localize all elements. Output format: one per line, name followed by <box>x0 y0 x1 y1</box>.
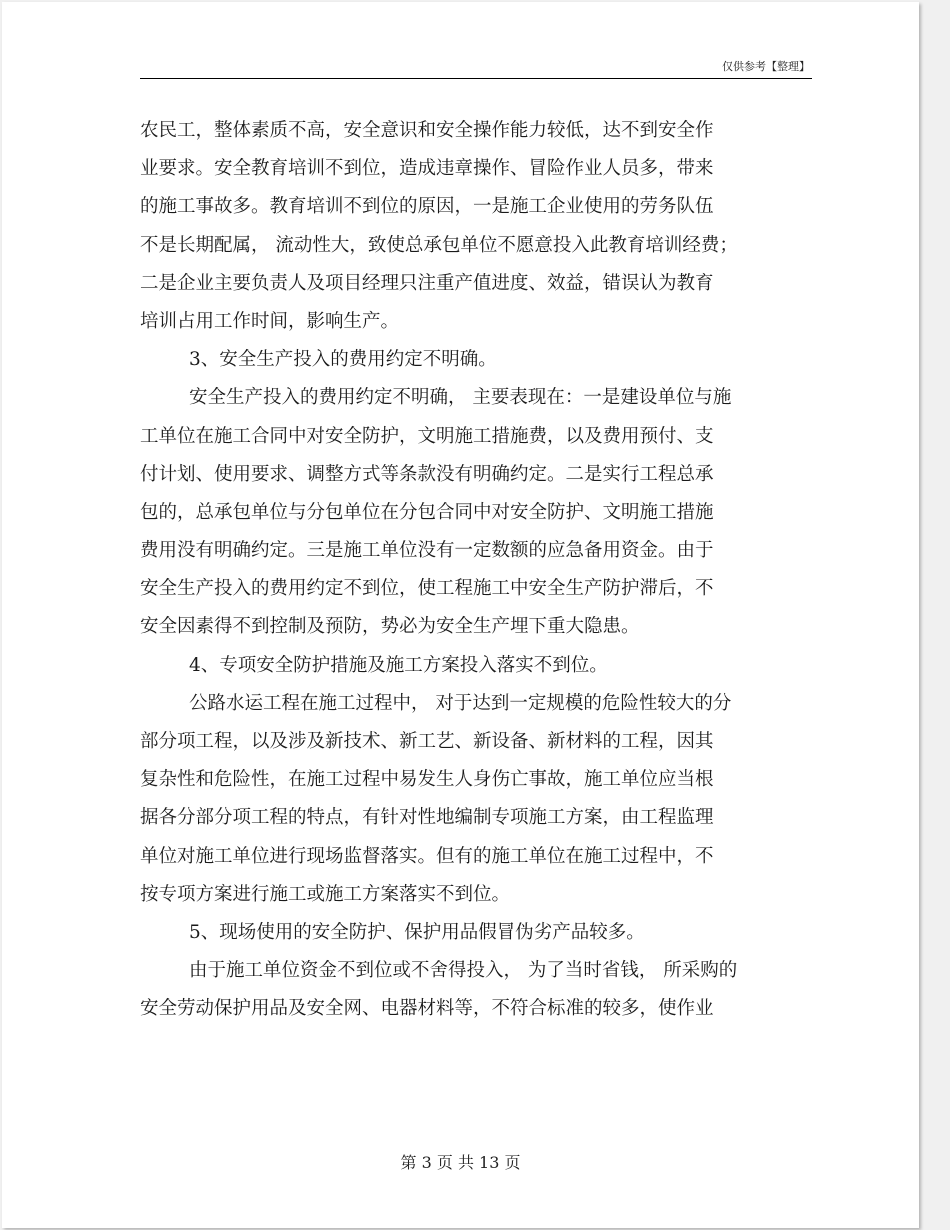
text-line: 安全劳动保护用品及安全网、电器材料等，不符合标准的较多，使作业 <box>140 998 714 1020</box>
text-line: 单位对施工单位进行现场监督落实。但有的施工单位在施工过程中，不 <box>140 845 714 867</box>
text-line: 安全因素得不到控制及预防，势必为安全生产埋下重大隐患。 <box>140 616 640 638</box>
text-line: 公路水运工程在施工过程中， 对于达到一定规模的危险性较大的分 <box>189 692 732 714</box>
section-heading: 5、现场使用的安全防护、保护用品假冒伪劣产品较多。 <box>189 921 645 943</box>
document-body <box>140 112 820 1029</box>
document-page <box>2 2 919 1228</box>
text-line: 培训占用工作时间，影响生产。 <box>140 310 400 332</box>
text-line: 工单位在施工合同中对安全防护，文明施工措施费，以及费用预付、支 <box>140 425 714 447</box>
text-line: 复杂性和危险性，在施工过程中易发生人身伤亡事故，施工单位应当根 <box>140 769 714 791</box>
text-line: 的施工事故多。教育培训不到位的原因，一是施工企业使用的劳务队伍 <box>140 196 714 218</box>
text-line: 费用没有明确约定。三是施工单位没有一定数额的应急备用资金。由于 <box>140 540 714 562</box>
text-line: 由于施工单位资金不到位或不舍得投入， 为了当时省钱， 所采购的 <box>189 960 738 982</box>
section-heading: 3、安全生产投入的费用约定不明确。 <box>189 349 497 371</box>
text-line: 按专项方案进行施工或施工方案落实不到位。 <box>140 883 511 905</box>
text-line: 安全生产投入的费用约定不到位，使工程施工中安全生产防护滞后，不 <box>140 578 714 600</box>
text-line: 二是企业主要负责人及项目经理只注重产值进度、效益，错误认为教育 <box>140 272 714 294</box>
text-line: 付计划、使用要求、调整方式等条款没有明确约定。二是实行工程总承 <box>140 463 714 485</box>
text-line: 包的，总承包单位与分包单位在分包合同中对安全防护、文明施工措施 <box>140 501 714 523</box>
text-line: 安全生产投入的费用约定不明确， 主要表现在：一是建设单位与施 <box>189 387 732 409</box>
page-footer: 第 3 页 共 13 页 <box>400 1153 521 1172</box>
section-heading: 4、专项安全防护措施及施工方案投入落实不到位。 <box>189 654 608 676</box>
text-line: 农民工，整体素质不高，安全意识和安全操作能力较低，达不到安全作 <box>140 120 714 141</box>
text-line: 部分项工程，以及涉及新技术、新工艺、新设备、新材料的工程，因其 <box>140 731 714 752</box>
text-line: 业要求。安全教育培训不到位，造成违章操作、冒险作业人员多，带来 <box>140 158 714 180</box>
text-line: 据各分部分项工程的特点，有针对性地编制专项施工方案，由工程监理 <box>140 807 714 829</box>
text-line: 不是长期配属， 流动性大，致使总承包单位不愿意投入此教育培训经费； <box>140 234 738 256</box>
header-label: 仅供参考【整理】 <box>722 60 810 73</box>
page-header <box>140 58 812 79</box>
